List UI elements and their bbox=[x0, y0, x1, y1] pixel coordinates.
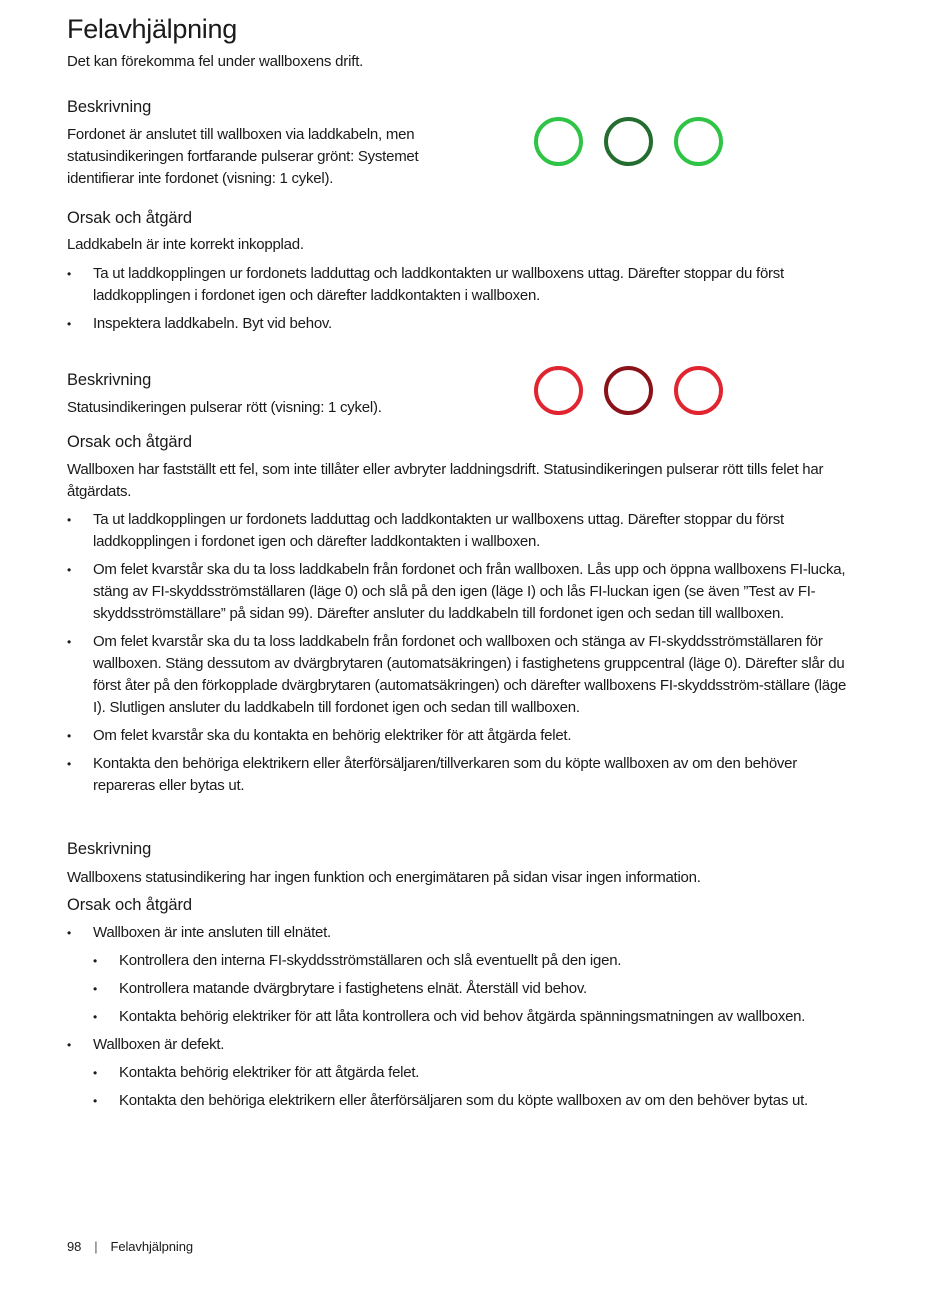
group-label: Wallboxen är inte ansluten till elnätet. bbox=[93, 924, 331, 941]
sub-list bbox=[93, 1062, 847, 1112]
indicator-ring bbox=[534, 117, 583, 166]
section-3-action-list bbox=[67, 922, 847, 1112]
section-1-cause: Laddkabeln är inte korrekt inkopplad. bbox=[67, 236, 304, 253]
list-item: • Ta ut laddkopplingen ur fordonets ladduttag och laddkontakten ur wallboxens uttag. Därefter stoppar du först laddkopplingen i fordonet igen och därefter laddkontakten i wallboxen. bbox=[67, 263, 847, 307]
list-item: • Kontrollera matande dvärgbrytare i fastighetens elnät. Återställ vid behov. bbox=[93, 978, 847, 1000]
section-1-description: Fordonet är anslutet till wallboxen via laddkabeln, men statusindikeringen fortfarande pulserar grönt: Systemet identifierar inte fordonet (visning: 1 cykel). bbox=[67, 126, 419, 187]
section-2-description-heading: Beskrivning bbox=[67, 371, 152, 389]
section-2-description: Statusindikeringen pulserar rött (visning: 1 cykel). bbox=[67, 399, 382, 416]
list-item: • Kontakta behörig elektriker för att åtgärda felet. bbox=[93, 1062, 847, 1084]
section-1-cause-heading: Orsak och åtgärd bbox=[67, 209, 192, 227]
list-item: • Om felet kvarstår ska du kontakta en behörig elektriker för att åtgärda felet. bbox=[67, 725, 847, 747]
list-item: • Ta ut laddkopplingen ur fordonets ladduttag och laddkontakten ur wallboxens uttag. Därefter stoppar du först laddkopplingen i fordonet igen och därefter laddkontakten i wallboxen. bbox=[67, 509, 847, 553]
list-item bbox=[67, 1034, 847, 1112]
footer-separator: | bbox=[94, 1239, 98, 1254]
indicator-ring bbox=[534, 366, 583, 415]
list-item: • Kontrollera den interna FI-skyddsströmställaren och slå eventuellt på den igen. bbox=[93, 950, 847, 972]
section-3-description: Wallboxens statusindikering har ingen funktion och energimätaren på sidan visar ingen information. bbox=[67, 869, 701, 886]
indicator-ring bbox=[674, 117, 723, 166]
section-3-description-heading: Beskrivning bbox=[67, 840, 152, 858]
list-item: • Kontakta den behöriga elektrikern eller återförsäljaren som du köpte wallboxen av om den behöver bytas ut. bbox=[93, 1090, 847, 1112]
section-3-cause-heading: Orsak och åtgärd bbox=[67, 896, 192, 914]
indicator-ring bbox=[674, 366, 723, 415]
list-item: • Kontakta den behöriga elektrikern eller återförsäljaren/tillverkaren som du köpte wallboxen av om den behöver repareras eller bytas ut. bbox=[67, 753, 847, 797]
section-2-cause-heading: Orsak och åtgärd bbox=[67, 433, 192, 451]
section-2-cause: Wallboxen har fastställt ett fel, som inte tillåter eller avbryter laddningsdrift. Statusindikeringen pulserar rött tills felet har åtgärdats. bbox=[67, 461, 824, 500]
list-item: • Kontakta behörig elektriker för att låta kontrollera och vid behov åtgärda spänningsmatningen av wallboxen. bbox=[93, 1006, 847, 1028]
page-number: 98 bbox=[67, 1239, 82, 1254]
status-indicator-red bbox=[534, 366, 723, 415]
list-item: • Inspektera laddkabeln. Byt vid behov. bbox=[67, 313, 847, 335]
list-item: • Om felet kvarstår ska du ta loss laddkabeln från fordonet och wallboxen och stänga av FI-skyddsströmställaren för wallboxen. Stäng dessutom av dvärgbrytaren (automatsäkringen) i fastighetens gruppcentral (läge 0). Därefter slår du först åter på den förkopplade dvärgbrytaren (automatsäkringen) och därefter wallboxens FI-skyddsström-ställare (läge I). Slutligen ansluter du laddkabeln till fordonet igen och sedan till wallboxen. bbox=[67, 631, 847, 719]
footer-section-title: Felavhjälpning bbox=[110, 1239, 193, 1254]
sub-list bbox=[93, 950, 847, 1028]
status-indicator-green bbox=[534, 117, 723, 166]
intro-text: Det kan förekomma fel under wallboxens drift. bbox=[67, 53, 364, 70]
indicator-ring bbox=[604, 117, 653, 166]
page-footer bbox=[67, 1239, 193, 1254]
section-1 bbox=[67, 96, 847, 341]
page-title: Felavhjälpning bbox=[67, 14, 237, 44]
section-1-action-list bbox=[67, 263, 847, 335]
section-3 bbox=[67, 838, 847, 1118]
group-label: Wallboxen är defekt. bbox=[93, 1036, 225, 1053]
list-item: • Om felet kvarstår ska du ta loss laddkabeln från fordonet och från wallboxen. Lås upp och öppna wallboxens FI-lucka, stäng av FI-skyddsströmställaren (läge 0) och slå på den igen (läge I) och lås FI-luckan igen (se även ”Test av FI-skyddsströmställare” på sidan 99). Därefter ansluter du laddkabeln till fordonet igen och sedan till wallboxen. bbox=[67, 559, 847, 625]
section-2-action-list bbox=[67, 509, 847, 797]
section-2 bbox=[67, 369, 847, 803]
section-1-description-heading: Beskrivning bbox=[67, 98, 152, 116]
indicator-ring bbox=[604, 366, 653, 415]
list-item bbox=[67, 922, 847, 1028]
